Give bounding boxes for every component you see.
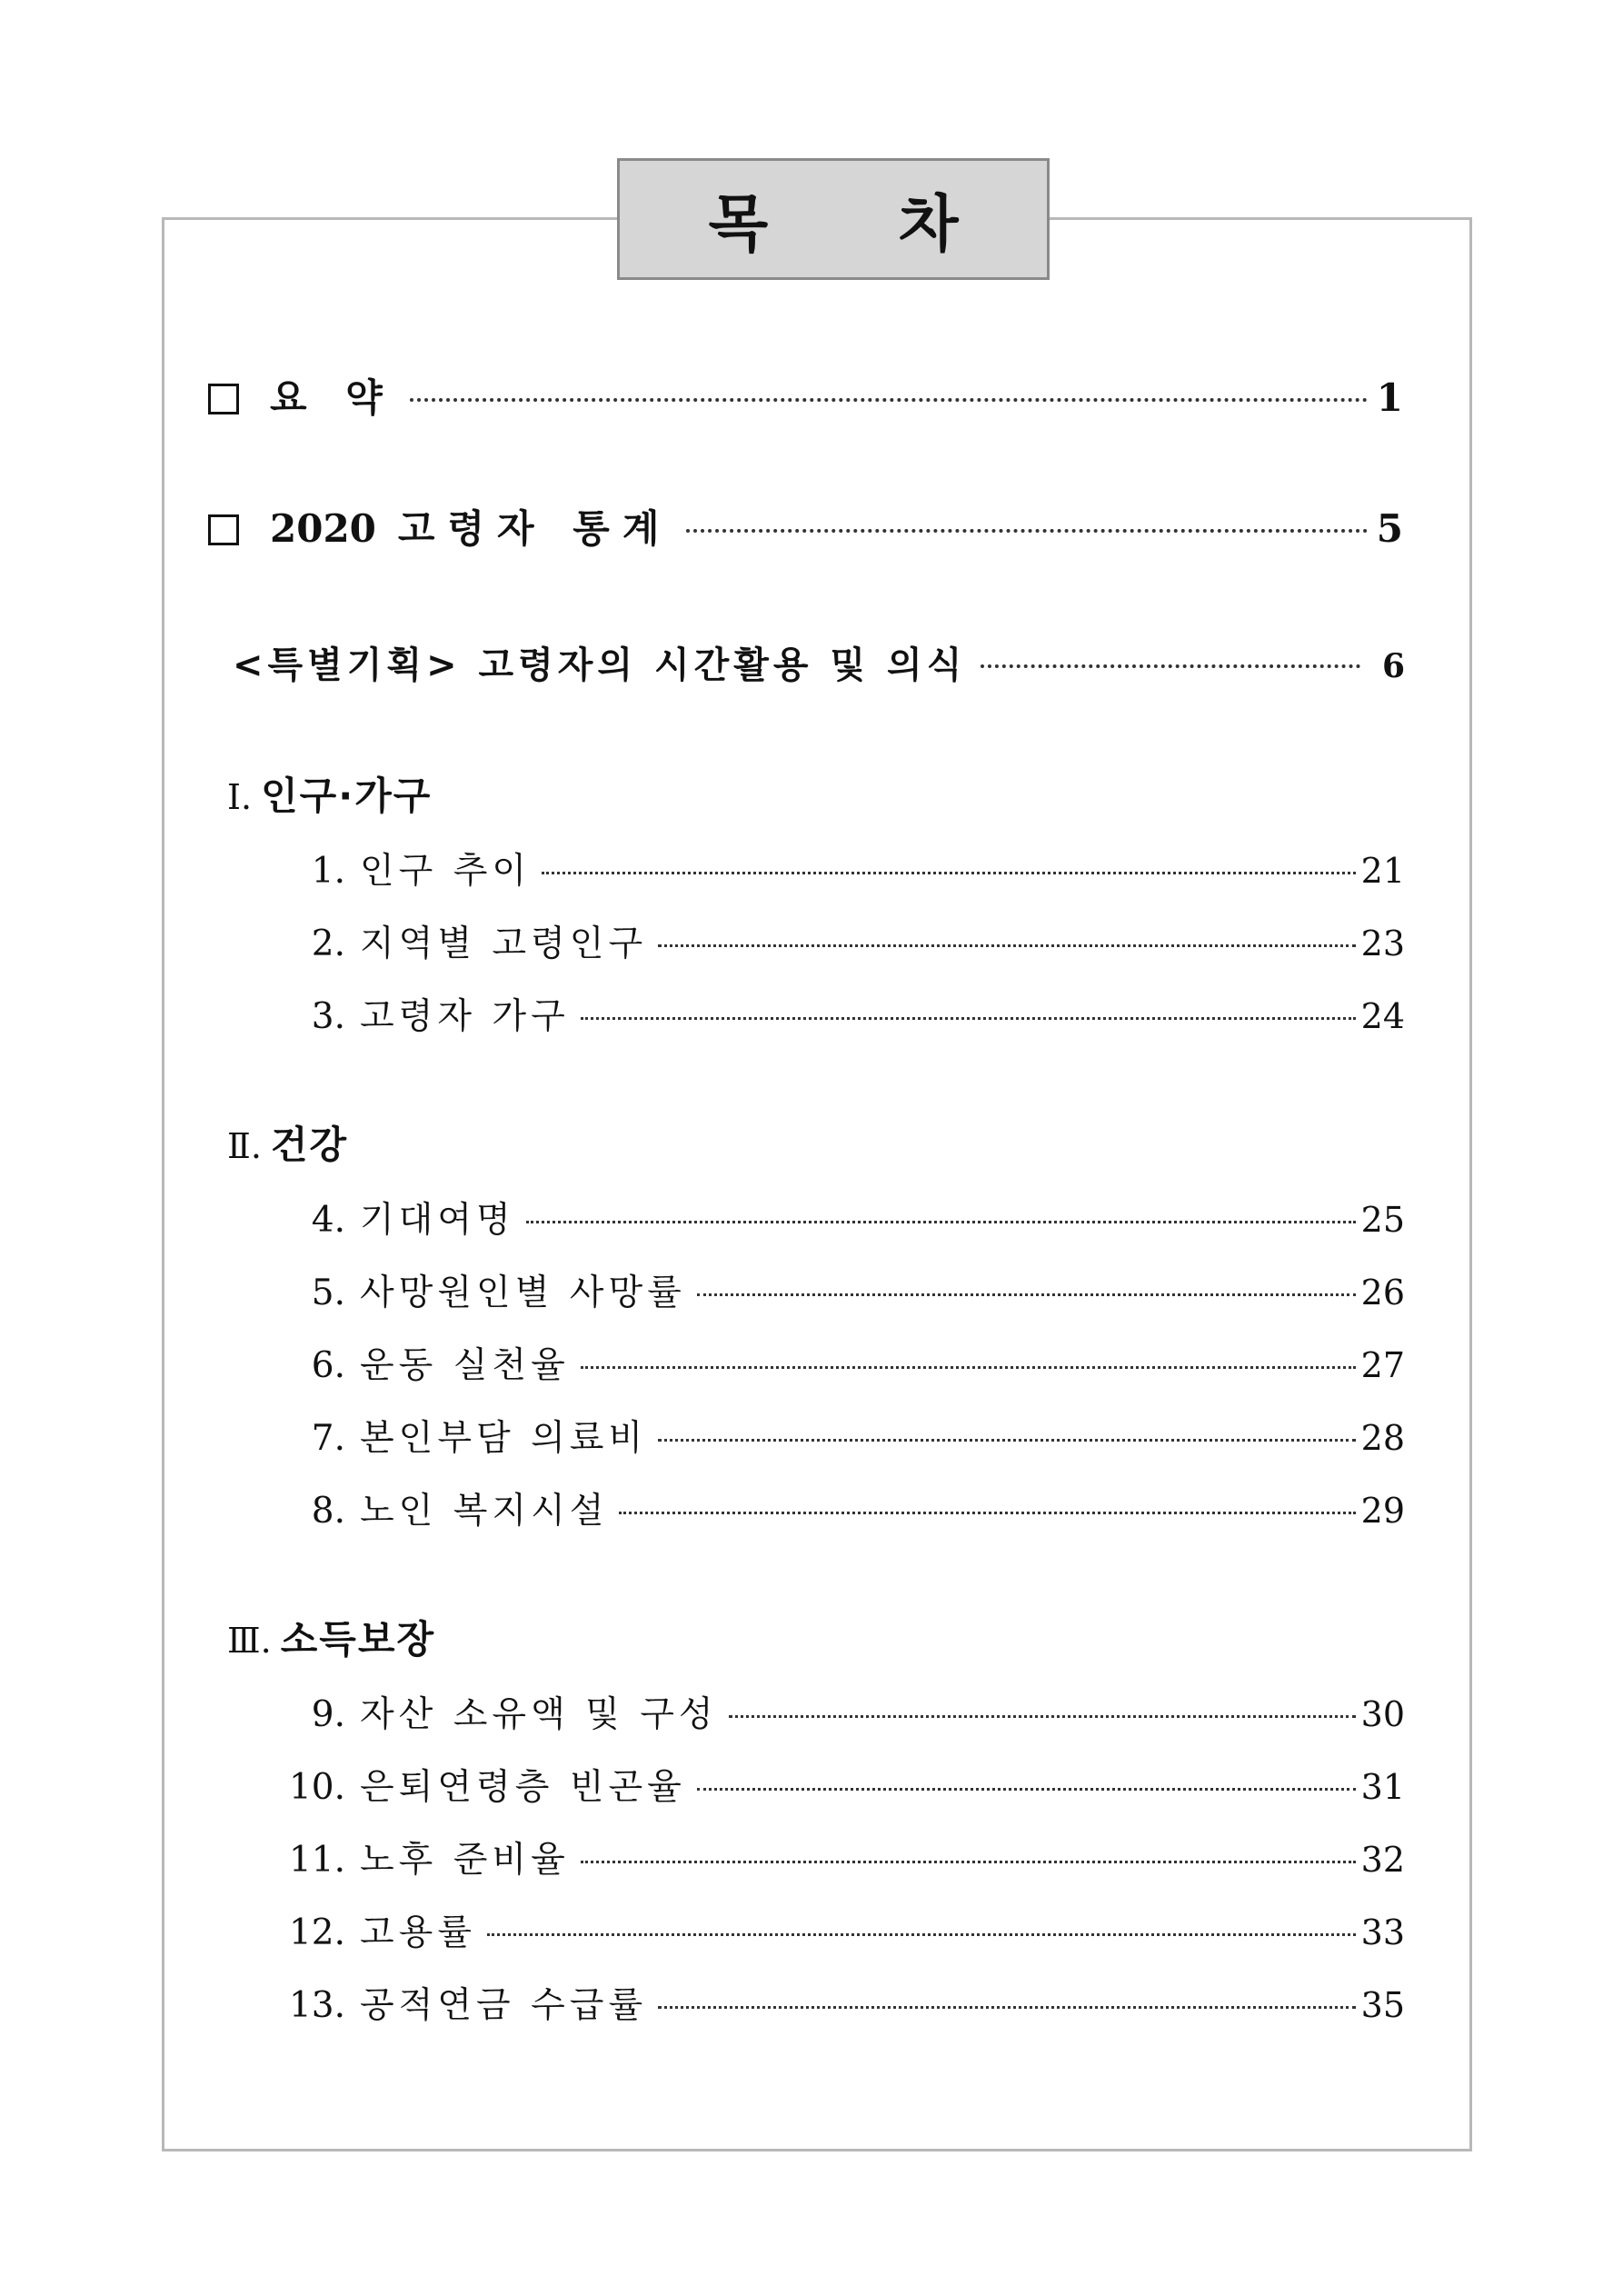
dot-leader [981, 664, 1360, 668]
toc-page-number: 21 [1360, 851, 1405, 891]
toc-item-number: 1. [311, 851, 345, 892]
toc-page-number: 26 [1360, 1273, 1405, 1313]
toc-item-label: 고령자 가구 [360, 996, 570, 1037]
toc-item[interactable] [273, 1977, 1405, 2028]
toc-page-number: 33 [1360, 1912, 1405, 1952]
section-roman-numeral: Ⅱ. [227, 1126, 262, 1166]
toc-item[interactable] [273, 1759, 1405, 1810]
toc-item-label: 운동 실천율 [360, 1345, 570, 1386]
toc-page-number: 29 [1360, 1491, 1405, 1531]
toc-item-number: 9. [311, 1694, 345, 1735]
dot-leader [686, 529, 1367, 533]
toc-page-number: 23 [1360, 923, 1405, 963]
section-heading-1 [227, 766, 432, 821]
toc-entry-label: 요 약 [270, 375, 395, 420]
dot-leader [542, 872, 1356, 874]
checkbox-square-icon [208, 384, 239, 414]
toc-entry-2020-statistics[interactable] [208, 499, 1403, 554]
toc-page-number: 6 [1381, 647, 1405, 685]
toc-item-label: 자산 소유액 및 구성 [360, 1694, 718, 1735]
section-title: 건강 [270, 1123, 349, 1167]
toc-item-label: 고용률 [360, 1912, 477, 1953]
toc-item-number: 12. [288, 1912, 345, 1953]
toc-page-number: 32 [1360, 1840, 1405, 1880]
toc-item-number: 5. [311, 1273, 345, 1313]
dot-leader [581, 1366, 1356, 1369]
toc-item[interactable] [273, 1337, 1405, 1388]
toc-item[interactable] [273, 1686, 1405, 1737]
dot-leader [581, 1861, 1356, 1863]
toc-item[interactable] [273, 1410, 1405, 1461]
toc-page-number: 25 [1360, 1200, 1405, 1240]
toc-item-number: 7. [311, 1418, 345, 1459]
toc-entry-summary[interactable] [208, 368, 1403, 423]
dot-leader [410, 398, 1368, 402]
section-title: 소득보장 [280, 1617, 436, 1662]
dot-leader [658, 944, 1356, 947]
toc-item-label: 지역별 고령인구 [360, 923, 648, 964]
toc-item[interactable] [273, 988, 1405, 1039]
dot-leader [581, 1017, 1356, 1020]
checkbox-square-icon [208, 514, 239, 545]
toc-item-number: 2. [311, 923, 345, 964]
toc-item-number: 6. [311, 1345, 345, 1386]
toc-item[interactable] [273, 1832, 1405, 1882]
toc-entry-label: <특별기획> 고령자의 시간활용 및 의식 [233, 644, 967, 686]
toc-item-label: 노후 준비율 [360, 1840, 570, 1881]
dot-leader [658, 1439, 1356, 1442]
toc-page-number: 5 [1376, 506, 1403, 551]
toc-item-number: 13. [288, 1985, 345, 2026]
toc-entry-year: 2020 [270, 506, 376, 551]
dot-leader [658, 2006, 1356, 2009]
toc-title-box [617, 158, 1050, 280]
toc-page-number: 1 [1376, 375, 1403, 420]
toc-page-number: 24 [1360, 996, 1405, 1036]
toc-item[interactable] [273, 915, 1405, 966]
toc-item-label: 사망원인별 사망률 [360, 1273, 686, 1313]
toc-item[interactable] [273, 1264, 1405, 1315]
toc-item-label: 인구 추이 [360, 851, 532, 892]
section-heading-2 [227, 1115, 348, 1170]
dot-leader [526, 1221, 1356, 1223]
toc-item[interactable] [273, 843, 1405, 893]
toc-item-number: 8. [311, 1491, 345, 1532]
section-roman-numeral: Ⅰ. [227, 777, 253, 817]
dot-leader [697, 1293, 1356, 1296]
toc-item-label: 공적연금 수급률 [360, 1985, 648, 2026]
dot-leader [487, 1933, 1356, 1936]
dot-leader [729, 1715, 1356, 1718]
toc-page-number: 30 [1360, 1694, 1405, 1734]
section-heading-3 [227, 1610, 435, 1664]
toc-item-number: 4. [311, 1200, 345, 1241]
toc-page-number: 27 [1360, 1345, 1405, 1385]
toc-page-number: 28 [1360, 1418, 1405, 1458]
dot-leader [619, 1512, 1355, 1514]
toc-item[interactable] [273, 1482, 1405, 1533]
toc-item[interactable] [273, 1904, 1405, 1955]
toc-item-label: 기대여명 [360, 1200, 515, 1241]
dot-leader [697, 1788, 1356, 1791]
toc-item-number: 3. [311, 996, 345, 1037]
toc-item-label: 본인부담 의료비 [360, 1418, 648, 1459]
toc-item-label: 은퇴연령층 빈곤율 [360, 1767, 686, 1808]
section-roman-numeral: Ⅲ. [227, 1621, 272, 1661]
toc-item[interactable] [273, 1192, 1405, 1243]
toc-title: 목 차 [708, 188, 1013, 261]
toc-entry-special-feature[interactable] [233, 636, 1405, 688]
toc-page-number: 35 [1360, 1985, 1405, 2025]
section-title: 인구·가구 [261, 774, 433, 818]
toc-item-number: 10. [288, 1767, 345, 1808]
toc-page-number: 31 [1360, 1767, 1405, 1807]
toc-item-number: 11. [288, 1840, 345, 1881]
toc-item-label: 노인 복지시설 [360, 1491, 609, 1532]
toc-entry-label: 고령자 통계 [397, 506, 672, 551]
